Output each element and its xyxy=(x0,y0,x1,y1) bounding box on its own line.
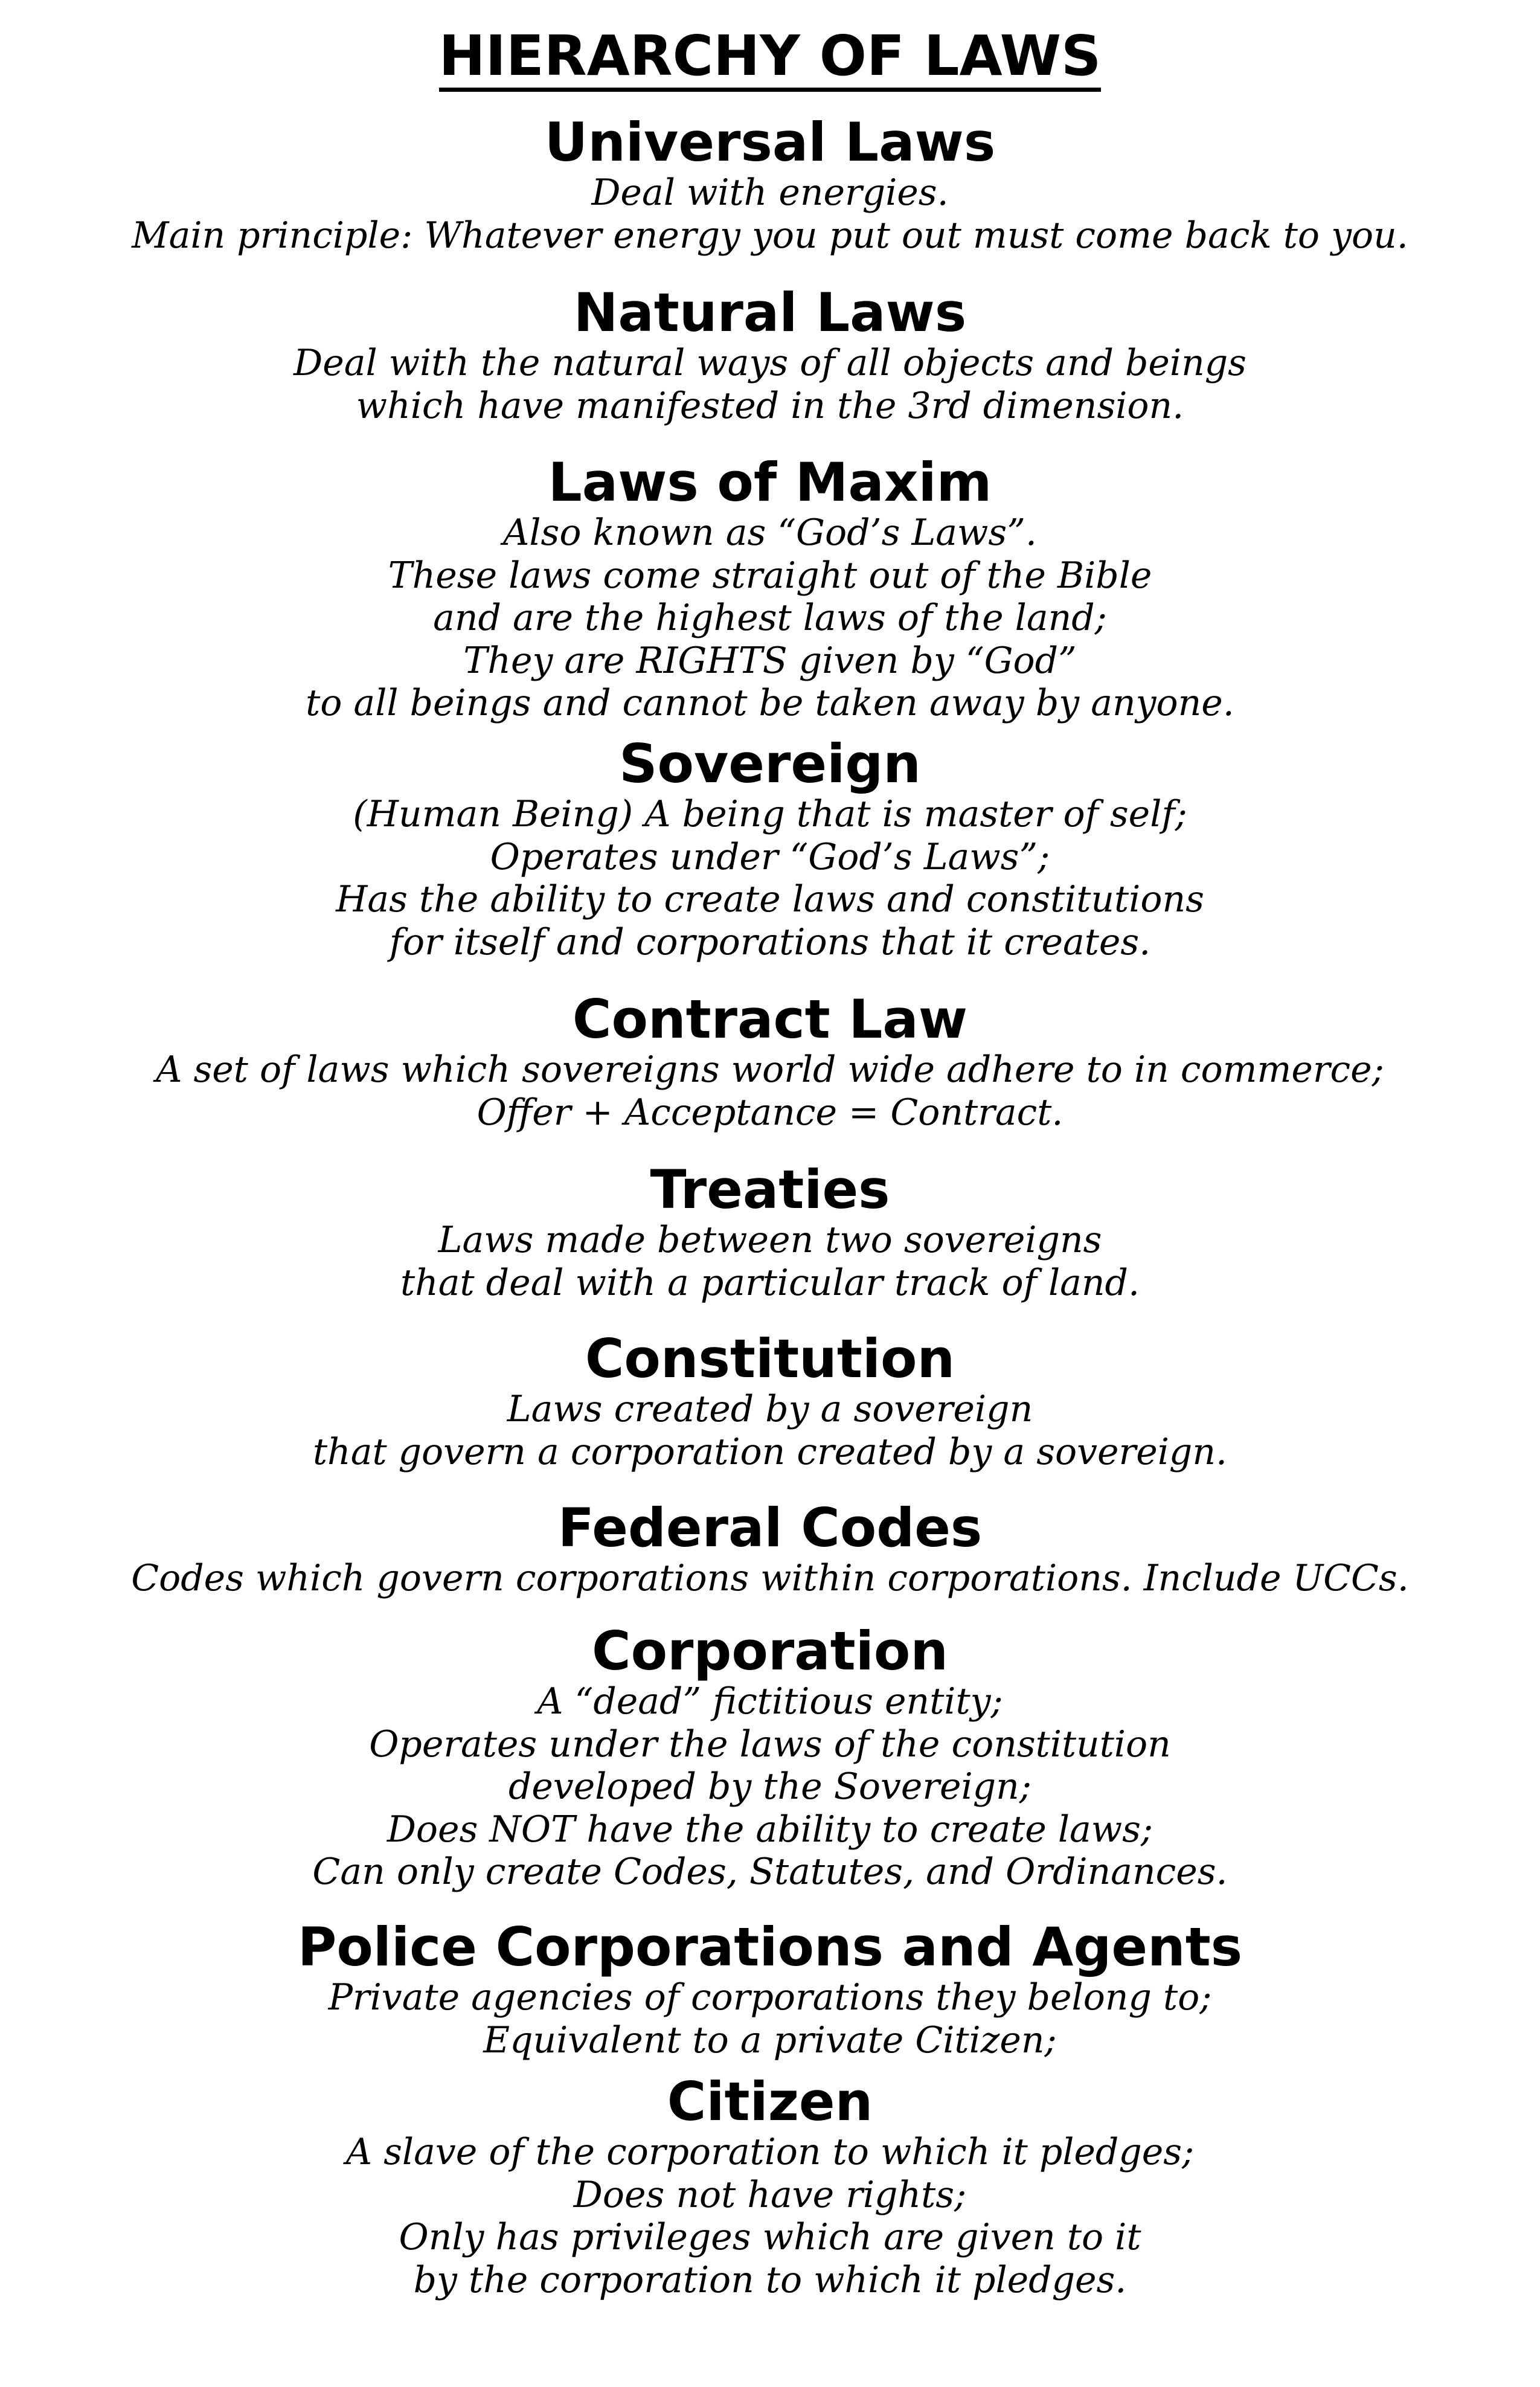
section-heading: Police Corporations and Agents xyxy=(297,1916,1243,1978)
section-description-line: to all beings and cannot be taken away by anyone. xyxy=(306,682,1234,724)
section-description-line: developed by the Sovereign; xyxy=(508,1765,1031,1808)
section-description-line: A set of laws which sovereigns world wide adhere to in commerce; xyxy=(156,1049,1384,1091)
section-heading: Treaties xyxy=(650,1158,890,1221)
section-description-line: Also known as “God’s Laws”. xyxy=(503,512,1037,554)
section-police-corporations-and-agents xyxy=(0,1918,1540,2061)
section-description-line: Offer + Acceptance = Contract. xyxy=(476,1091,1064,1134)
section-heading: Citizen xyxy=(667,2071,873,2133)
section-laws-of-maxim xyxy=(0,451,1540,725)
section-heading: Universal Laws xyxy=(544,111,996,173)
section-description-line: Private agencies of corporations they belong to; xyxy=(328,1976,1212,2019)
section-citizen xyxy=(0,2073,1540,2301)
section-description-line: for itself and corporations that it creates. xyxy=(389,920,1151,963)
section-description-line: They are RIGHTS given by “God” xyxy=(463,639,1077,682)
page-title xyxy=(0,23,1540,92)
section-description-line: Laws created by a sovereign xyxy=(507,1388,1033,1430)
section-description-line: Does NOT have the ability to create laws; xyxy=(387,1808,1153,1851)
section-description-line: Can only create Codes, Statutes, and Ordinances. xyxy=(312,1851,1228,1893)
section-description-line: These laws come straight out of the Bible xyxy=(388,554,1152,597)
section-treaties xyxy=(0,1158,1540,1304)
section-heading: Contract Law xyxy=(572,988,968,1050)
section-description-line: by the corporation to which it pledges. xyxy=(413,2258,1127,2301)
section-federal-codes xyxy=(0,1499,1540,1600)
section-description-line: A “dead” fictitious entity; xyxy=(537,1680,1003,1723)
section-description-line: Laws made between two sovereigns xyxy=(438,1219,1102,1261)
section-description-line: Has the ability to create laws and constitutions xyxy=(336,878,1204,920)
section-description-line: Only has privileges which are given to it xyxy=(399,2216,1141,2258)
page-title-text: HIERARCHY OF LAWS xyxy=(439,25,1102,92)
section-heading: Federal Codes xyxy=(557,1497,983,1559)
section-description-line: Codes which govern corporations within corporations. Include UCCs. xyxy=(131,1557,1409,1599)
section-description-line: and are the highest laws of the land; xyxy=(433,597,1107,639)
section-heading: Constitution xyxy=(585,1328,955,1390)
section-description-line: Deal with the natural ways of all objects and beings xyxy=(294,342,1246,384)
section-description-line: Deal with energies. xyxy=(591,172,949,214)
section-description-line: A slave of the corporation to which it pledges; xyxy=(345,2131,1195,2173)
section-heading: Laws of Maxim xyxy=(548,451,992,513)
section-universal-laws xyxy=(0,111,1540,257)
section-description-line: Does not have rights; xyxy=(573,2173,967,2216)
section-contract-law xyxy=(0,988,1540,1134)
section-description-line: (Human Being) A being that is master of self; xyxy=(353,793,1187,835)
section-sovereign xyxy=(0,735,1540,963)
section-heading: Natural Laws xyxy=(573,281,967,344)
section-description-line: Operates under the laws of the constitution xyxy=(369,1723,1171,1765)
section-description-line: Operates under “God’s Laws”; xyxy=(490,835,1050,878)
section-heading: Corporation xyxy=(591,1620,948,1682)
section-description-line: which have manifested in the 3rd dimension. xyxy=(356,384,1184,427)
section-corporation xyxy=(0,1622,1540,1894)
section-heading: Sovereign xyxy=(619,733,921,795)
section-description-line: that govern a corporation created by a sovereign. xyxy=(312,1430,1228,1473)
section-constitution xyxy=(0,1330,1540,1473)
section-natural-laws xyxy=(0,281,1540,427)
section-description-line: Main principle: Whatever energy you put out must come back to you. xyxy=(132,214,1408,257)
section-description-line: that deal with a particular track of land. xyxy=(400,1261,1140,1304)
section-description-line: Equivalent to a private Citizen; xyxy=(483,2019,1057,2061)
